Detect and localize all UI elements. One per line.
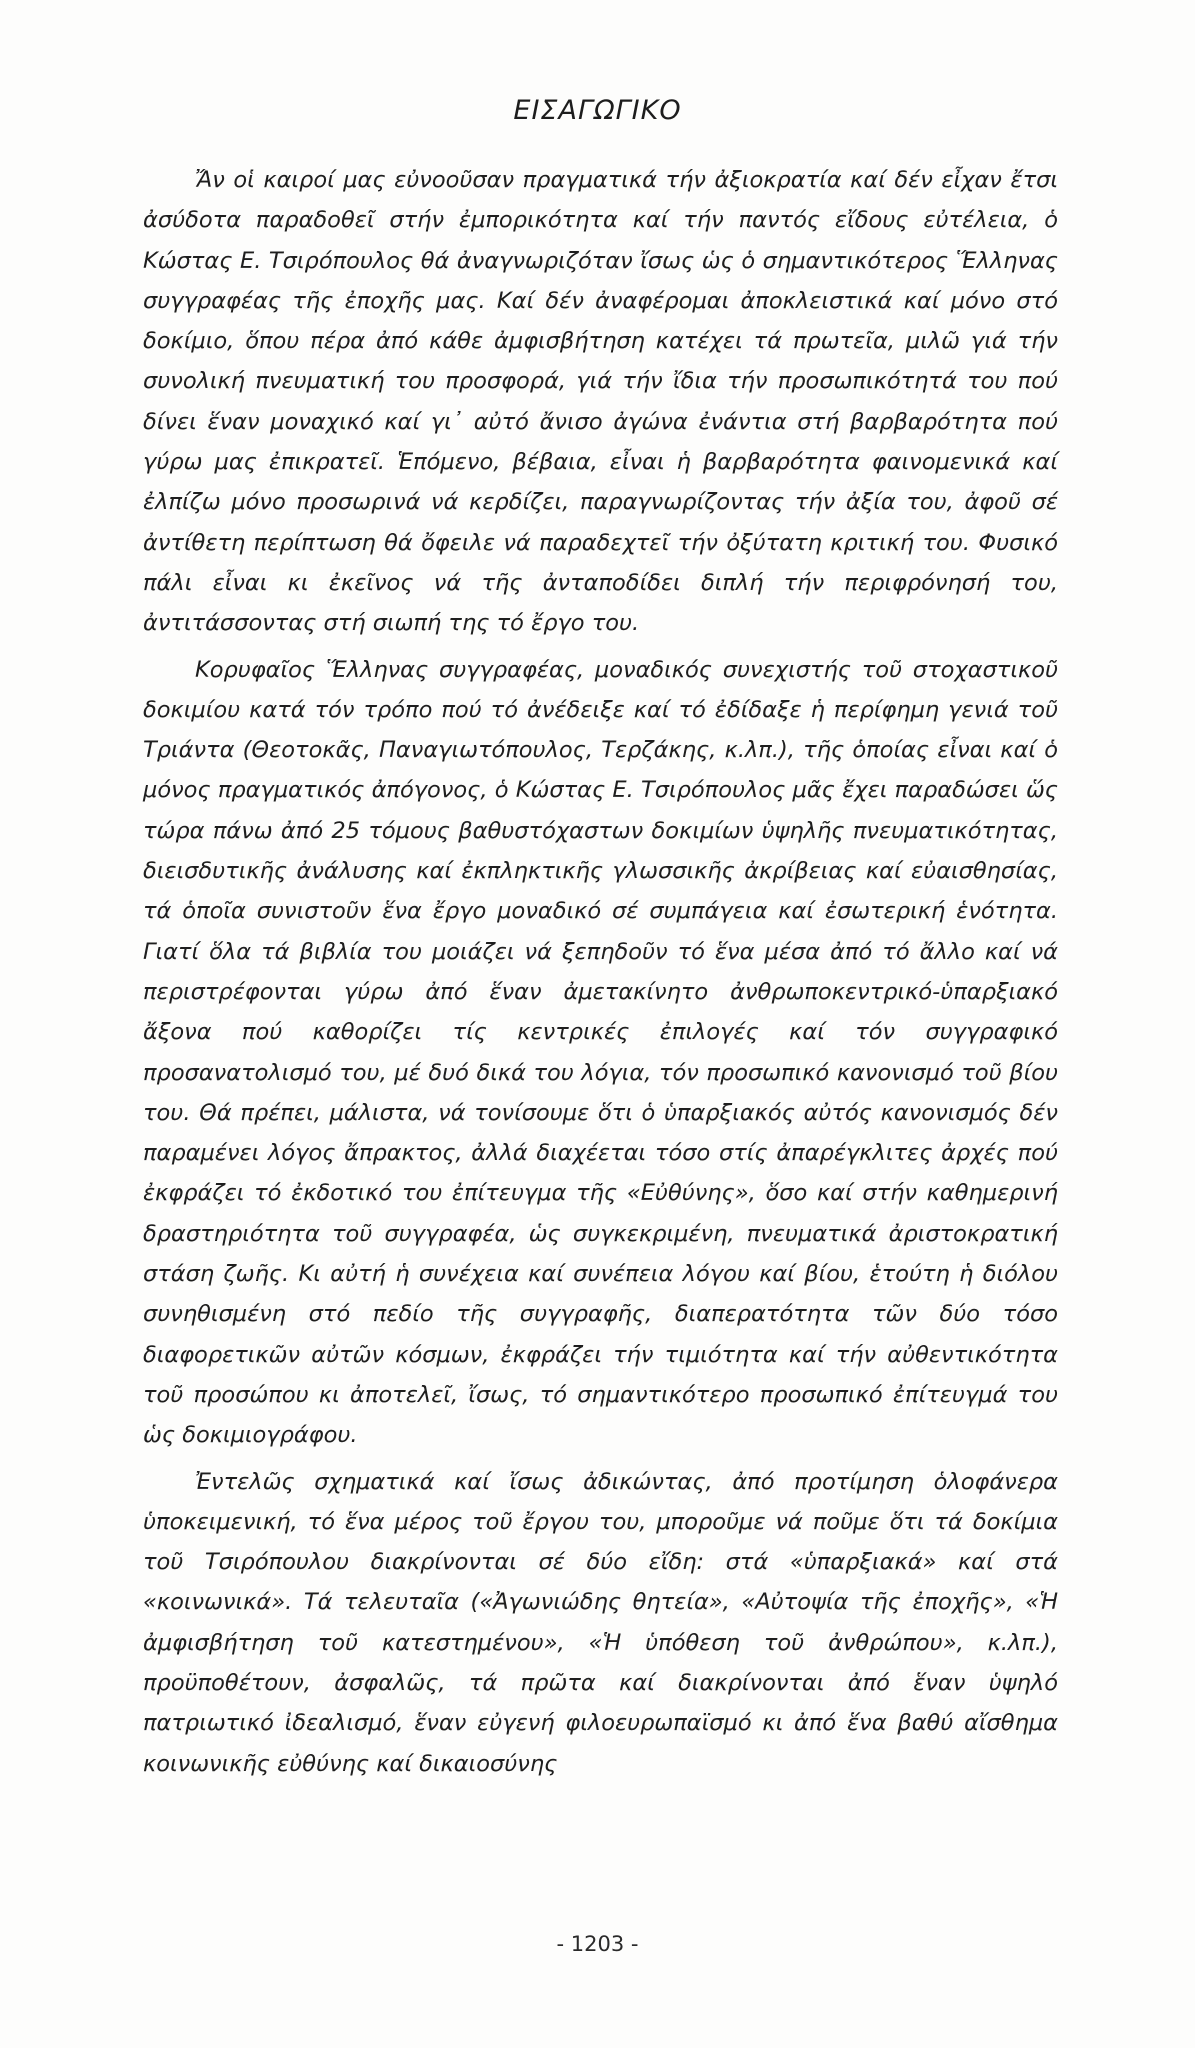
page-number: - 1203 - [556, 1932, 639, 1956]
paragraph-1: Ἄν οἱ καιροί μας εὐνοοῦσαν πραγματικά τήν ἀξιοκρατία καί δέν εἶχαν ἔτσι ἀσύδοτα παραδοθεῖ στήν ἐμπορικότητα καί τήν παντός εἴδους εὐτέλεια, ὁ Κώστας Ε. Τσιρόπουλος θά ἀναγνωριζόταν ἴσως ὡς ὁ σημαντικότερος Ἕλληνας συγγραφέας τῆς ἐποχῆς μας. Καί δέν ἀναφέρομαι ἀποκλειστικά καί μόνο στό δοκίμιο, ὅπου πέρα ἀπό κάθε ἀμφισβήτηση κατέχει τά πρωτεῖα, μιλῶ γιά τήν συνολική πνευματική του προσφορά, γιά τήν ἴδια τήν προσωπικότητά του πού δίνει ἕναν μοναχικό καί γι᾿ αὐτό ἄνισο ἀγώνα ἐνάντια στή βαρβαρότητα πού γύρω μας ἐπικρατεῖ. Ἑπόμενο, βέβαια, εἶναι ἡ βαρβαρότητα φαινομενικά καί ἐλπίζω μόνο προσωρινά νά κερδίζει, παραγνωρίζοντας τήν ἀξία του, ἀφοῦ σέ ἀντίθετη περίπτωση θά ὄφειλε νά παραδεχτεῖ τήν ὀξύτατη κριτική του. Φυσικό πάλι εἶναι κι ἐκεῖνος νά τῆς ἀνταποδίδει διπλή τήν περιφρόνησή του, ἀντιτάσσοντας στή σιωπή της τό ἔργο του. [143, 167, 1058, 637]
paragraph-2: Κορυφαῖος Ἕλληνας συγγραφέας, μοναδικός συνεχιστής τοῦ στοχαστικοῦ δοκιμίου κατά τόν τρόπο πού τό ἀνέδειξε καί τό ἐδίδαξε ἡ περίφημη γενιά τοῦ Τριάντα (Θεοτοκᾶς, Παναγιωτόπουλος, Τερζάκης, κ.λπ.), τῆς ὁποίας εἶναι καί ὁ μόνος πραγματικός ἀπόγονος, ὁ Κώστας Ε. Τσιρόπουλος μᾶς ἔχει παραδώσει ὥς τώρα πάνω ἀπό 25 τόμους βαθυστόχαστων δοκιμίων ὑψηλῆς πνευματικότητας, διεισδυτικῆς ἀνάλυσης καί ἐκπληκτικῆς γλωσσικῆς ἀκρίβειας καί εὐαισθησίας, τά ὁποῖα συνιστοῦν ἕνα ἔργο μοναδικό σέ συμπάγεια καί ἐσωτερική ἑνότητα. Γιατί ὅλα τά βιβλία του μοιάζει νά ξεπηδοῦν τό ἕνα μέσα ἀπό τό ἄλλο καί νά περιστρέφονται γύρω ἀπό ἕναν ἀμετακίνητο ἀνθρωποκεντρικό-ὑπαρξιακό ἄξονα πού καθορίζει τίς κεντρικές ἐπιλογές καί τόν συγγραφικό προσανατολισμό του, μέ δυό δικά του λόγια, τόν προσωπικό κανονισμό τοῦ βίου του. Θά πρέπει, μάλιστα, νά τονίσουμε ὅτι ὁ ὑπαρξιακός αὐτός κανονισμός δέν παραμένει λόγος ἄπρακτος, ἀλλά διαχέεται τόσο στίς ἀπαρέγκλιτες ἀρχές πού ἐκφράζει τό ἐκδοτικό του ἐπίτευγμα τῆς «Εὐθύνης», ὅσο καί στήν καθημερινή δραστηριότητα τοῦ συγγραφέα, ὡς συγκεκριμένη, πνευματικά ἀριστοκρατική στάση ζωῆς. Κι αὐτή ἡ συνέχεια καί συνέπεια λόγου καί βίου, ἑτούτη ἡ διόλου συνηθισμένη στό πεδίο τῆς συγγραφῆς, διαπερατότητα τῶν δύο τόσο διαφορετικῶν αὐτῶν κόσμων, ἐκφράζει τήν τιμιότητα καί τήν αὐθεντικότητα τοῦ προσώπου κι ἀποτελεῖ, ἴσως, τό σημαντικότερο προσωπικό ἐπίτευγμά του ὡς δοκιμιογράφου. [143, 656, 1058, 1449]
page-heading: ΕΙΣΑΓΩΓΙΚΟ [513, 95, 682, 126]
body-text [143, 160, 1058, 1790]
paragraph-3: Ἐντελῶς σχηματικά καί ἴσως ἀδικώντας, ἀπό προτίμηση ὁλοφάνερα ὑποκειμενική, τό ἕνα μέρος τοῦ ἔργου του, μποροῦμε νά ποῦμε ὅτι τά δοκίμια τοῦ Τσιρόπουλου διακρίνονται σέ δύο εἴδη: στά «ὑπαρξιακά» καί στά «κοινωνικά». Τά τελευταῖα («Ἀγωνιώδης θητεία», «Αὐτοψία τῆς ἐποχῆς», «Ἡ ἀμφισβήτηση τοῦ κατεστημένου», «Ἡ ὑπόθεση τοῦ ἀνθρώπου», κ.λπ.), προϋποθέτουν, ἀσφαλῶς, τά πρῶτα καί διακρίνονται ἀπό ἕναν ὑψηλό πατριωτικό ἰδεαλισμό, ἕναν εὐγενή φιλοευρωπαϊσμό κι ἀπό ἕνα βαθύ αἴσθημα κοινωνικῆς εὐθύνης καί δικαιοσύνης [143, 1468, 1058, 1777]
